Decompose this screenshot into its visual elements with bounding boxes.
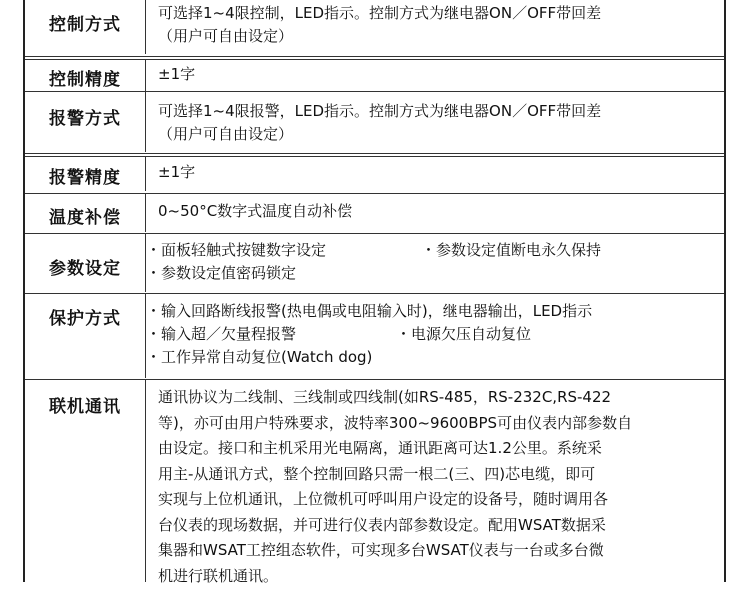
row-value [145, 92, 724, 152]
row-label-text: 报警精度 [49, 163, 121, 188]
value-line: 由设定。接口和主机采用光电隔离，通讯距离可达1.2公里。系统采 [158, 436, 724, 462]
table-row [25, 92, 724, 152]
value-line: ・参数设定值断电永久保持 [421, 239, 601, 262]
spec-table [23, 0, 726, 582]
row-label-text: 控制方式 [49, 10, 121, 35]
value-line: ・参数设定值密码锁定 [146, 262, 724, 285]
table-row [25, 60, 724, 91]
value-line: 实现与上位机通讯，上位微机可呼叫用户设定的设备号，随时调用各 [158, 487, 724, 513]
row-label [25, 60, 145, 91]
row-value [145, 194, 724, 232]
row-label [25, 0, 145, 54]
table-row [25, 0, 724, 54]
row-label-text: 报警方式 [49, 104, 121, 129]
row-label [25, 194, 145, 232]
value-line: 等)，亦可由用户特殊要求，波特率300~9600BPS可由仪表内部参数自 [158, 411, 724, 437]
row-value [145, 294, 724, 378]
row-divider [25, 153, 724, 154]
value-line: ・输入超／欠量程报警 [146, 323, 396, 346]
value-line: ±1字 [158, 63, 724, 86]
value-line: 台仪表的现场数据，并可进行仪表内部参数设定。配用WSAT数据采 [158, 513, 724, 539]
row-label [25, 92, 145, 152]
row-value [145, 157, 724, 191]
table-row [25, 194, 724, 232]
value-line: 机进行联机通讯。 [158, 564, 724, 589]
table-row [25, 294, 724, 378]
row-value [145, 380, 724, 582]
table-row [25, 380, 724, 582]
row-value [145, 0, 724, 54]
value-line: ・面板轻触式按键数字设定 [146, 239, 421, 262]
value-line: （用户可自由设定） [158, 123, 724, 146]
row-label-text: 参数设定 [49, 254, 121, 279]
row-label-text: 联机通讯 [49, 392, 121, 417]
row-value [145, 60, 724, 91]
row-divider [25, 56, 724, 57]
row-label [25, 294, 145, 378]
row-value [145, 234, 724, 292]
row-label [25, 380, 145, 582]
value-line: ・工作异常自动复位(Watch dog) [146, 346, 724, 369]
value-line: ・输入回路断线报警(热电偶或电阻输入时)，继电器输出，LED指示 [146, 300, 724, 323]
table-row [25, 157, 724, 191]
row-label [25, 234, 145, 292]
row-label-text: 保护方式 [49, 304, 121, 329]
row-label-text: 温度补偿 [49, 203, 121, 228]
value-line: 通讯协议为二线制、三线制或四线制(如RS-485，RS-232C,RS-422 [158, 385, 724, 411]
value-line: 集器和WSAT工控组态软件，可实现多台WSAT仪表与一台或多台微 [158, 538, 724, 564]
row-label-text: 控制精度 [49, 65, 121, 90]
value-line: 可选择1~4限报警，LED指示。控制方式为继电器ON／OFF带回差 [158, 100, 724, 123]
value-line: 可选择1~4限控制，LED指示。控制方式为继电器ON／OFF带回差 [158, 2, 724, 25]
value-line: 用主-从通讯方式，整个控制回路只需一根二(三、四)芯电缆，即可 [158, 462, 724, 488]
table-row [25, 234, 724, 292]
value-line: ・电源欠压自动复位 [396, 323, 531, 346]
value-line: （用户可自由设定） [158, 25, 724, 48]
value-line: ±1字 [158, 161, 724, 184]
value-line: 0~50°C数字式温度自动补偿 [158, 200, 724, 223]
row-label [25, 157, 145, 191]
